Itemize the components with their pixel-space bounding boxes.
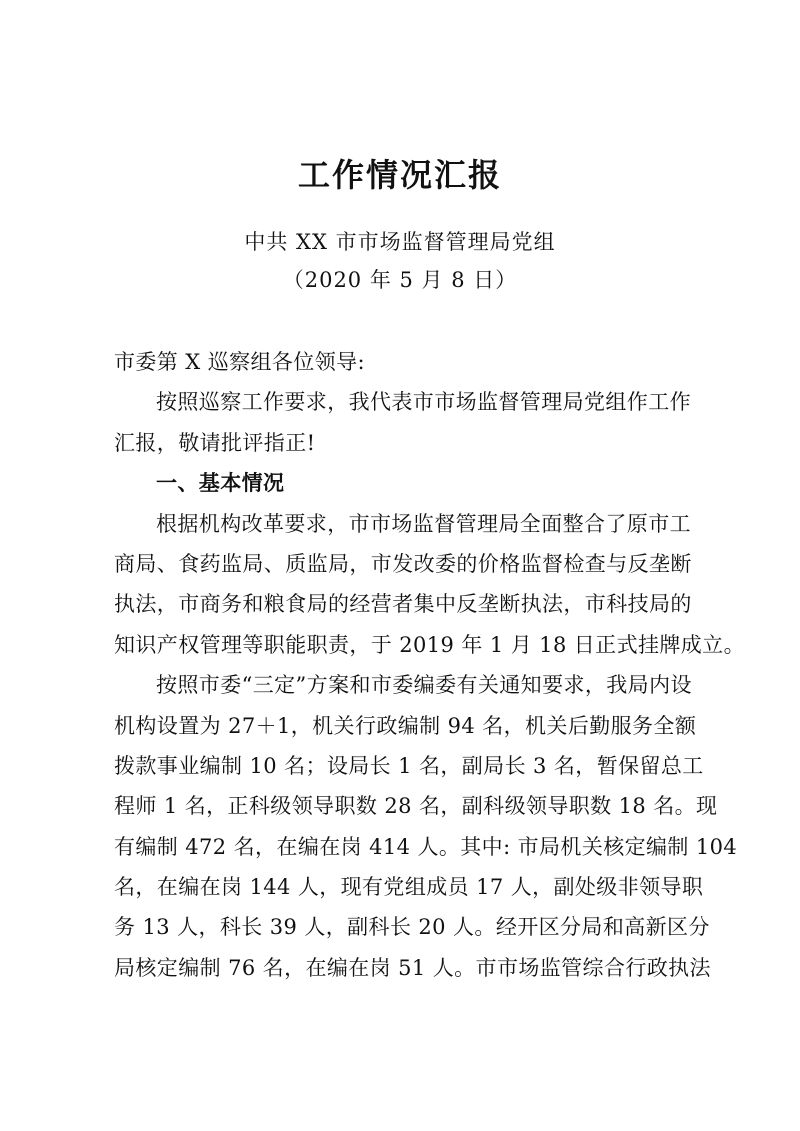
document-title: 工作情况汇报 [297, 156, 502, 194]
body-line: 务 13 人，科长 39 人，副科长 20 人。经开区分局和高新区分 [114, 915, 710, 940]
body-line: 执法，市商务和粮食局的经营者集中反垄断执法，市科技局的 [114, 592, 692, 617]
body-line: 知识产权管理等职能职责，于 2019 年 1 月 18 日正式挂牌成立。 [114, 632, 745, 657]
document-body [114, 342, 745, 988]
body-line: 按照市委“三定”方案和市委编委有关通知要求，我局内设 [156, 673, 692, 698]
body-line: 拨款事业编制 10 名；设局长 1 名，副局长 3 名，暂保留总工 [114, 753, 704, 778]
body-line: 局核定编制 76 名，在编在岗 51 人。市市场监管综合行政执法 [114, 955, 711, 980]
body-line: 按照巡察工作要求，我代表市市场监督管理局党组作工作 [156, 390, 691, 415]
body-line: 名，在编在岗 144 人，现有党组成员 17 人，副处级非领导职 [114, 875, 704, 900]
document-date: （2020 年 5 月 8 日） [282, 268, 518, 292]
salutation: 市委第 X 巡察组各位领导: [114, 350, 365, 374]
body-line: 机构设置为 27＋1，机关行政编制 94 名，机关后勤服务全额 [114, 713, 697, 738]
body-line: 商局、食药监局、质监局，市发改委的价格监督检查与反垄断 [114, 551, 692, 576]
body-line: 有编制 472 名，在编在岗 414 人。其中: 市局机关核定编制 104 [114, 834, 738, 859]
body-line: 根据机构改革要求，市市场监督管理局全面整合了原市工 [156, 511, 691, 536]
body-line: 汇报，敬请批评指正! [114, 430, 316, 455]
section-heading: 一、基本情况 [156, 470, 285, 496]
body-line: 程师 1 名，正科级领导职数 28 名，副科级领导职数 18 名。现 [114, 794, 718, 819]
issuing-organization: 中共 XX 市市场监督管理局党组 [244, 230, 556, 254]
